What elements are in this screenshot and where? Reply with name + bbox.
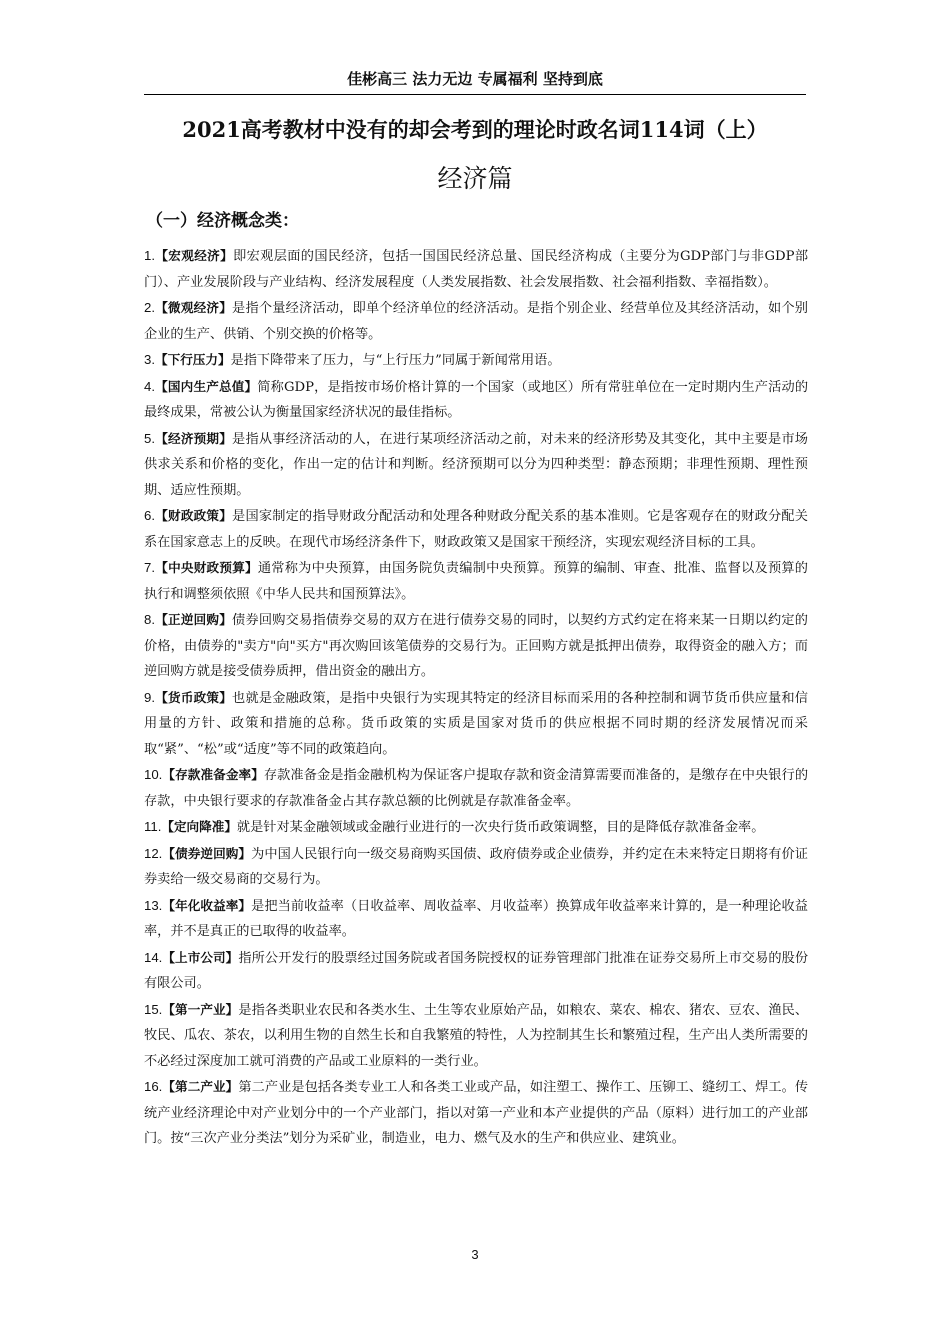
- entry-annualized-yield: [144, 893, 808, 945]
- entry-text: 通常称为中央预算，由国务院负责编制中央预算。预算的编制、审查、批准、监督以及预算的执行和调整须依照《中华人民共和国预算法》。: [144, 561, 808, 602]
- entry-number: 1.: [144, 248, 155, 263]
- entry-reverse-repo: [144, 841, 808, 893]
- entry-text: 即宏观层面的国民经济，包括一国国民经济总量、国民经济构成（主要分为GDP部门与非GDP部门）、产业发展阶段与产业结构、经济发展程度（人类发展指数、社会发展指数、社会福利指数、幸福指数）。: [144, 249, 809, 290]
- entry-repo: [144, 607, 808, 685]
- entry-text: 指所公开发行的股票经过国务院或者国务院授权的证券管理部门批准在证券交易所上市交易的股份有限公司。: [144, 950, 809, 991]
- entry-listed-company: [144, 945, 808, 997]
- section-heading: （一）经济概念类：: [146, 211, 299, 231]
- entry-number: 14.: [144, 949, 163, 965]
- entry-text: 也就是金融政策，是指中央银行为实现其特定的经济目标而采用的各种控制和调节货币供应量和信用量的方针、政策和措施的总称。货币政策的实质是国家对货币的供应根据不同时期的经济发展情况而采取“紧”、“松”或“适度”等不同的政策趋向。: [144, 690, 808, 757]
- entry-text: 存款准备金是指金融机构为保证客户提取存款和资金清算需要而准备的，是缴存在中央银行的存款，中央银行要求的存款准备金占其存款总额的比例就是存款准备金率。: [144, 768, 809, 809]
- entry-number: 6.: [144, 508, 155, 523]
- entry-monetary-policy: [144, 685, 808, 763]
- entry-term: 【宏观经济】: [155, 248, 234, 263]
- entry-term: 【正逆回购】: [155, 612, 233, 627]
- document-title: 2021高考教材中没有的却会考到的理论时政名词114词（上）: [182, 117, 768, 142]
- entry-number: 8.: [144, 612, 155, 627]
- entry-fiscal-policy: [144, 503, 808, 555]
- entry-term: 【定向降准】: [161, 819, 237, 834]
- entry-text: 简称GDP，是指按市场价格计算的一个国家（或地区）所有常驻单位在一定时期内生产活动的最终成果，常被公认为衡量国家经济状况的最佳指标。: [144, 379, 809, 420]
- entry-number: 2.: [144, 300, 155, 315]
- entry-central-budget: [144, 555, 808, 607]
- entry-text: 是指从事经济活动的人，在进行某项经济活动之前，对未来的经济形势及其变化，其中主要是市场供求关系和价格的变化，作出一定的估计和判断。经济预期可以分为四种类型：静态预期；非理性预期、理性预期、适应性预期。: [144, 431, 808, 498]
- entry-term: 【存款准备金率】: [162, 767, 264, 782]
- entry-text: 是指个量经济活动，即单个经济单位的经济活动。是指个别企业、经营单位及其经济活动，如个别企业的生产、供销、个别交换的价格等。: [144, 301, 808, 342]
- entry-downward-pressure: [144, 347, 808, 374]
- entry-term: 【经济预期】: [155, 430, 233, 446]
- entry-gdp: [144, 374, 808, 426]
- entry-text: 为中国人民银行向一级交易商购买国债、政府债券或企业债券，并约定在未来特定日期将有价证券卖给一级交易商的交易行为。: [144, 846, 808, 887]
- entry-number: 11.: [144, 819, 162, 834]
- page-header: 佳彬高三 法力无边 专属福利 坚持到底: [144, 66, 806, 95]
- entry-number: 13.: [144, 897, 163, 913]
- entry-list: [144, 243, 808, 1152]
- entry-text: 是指各类职业农民和各类水生、土生等农业原始产品，如粮农、菜农、棉农、猪农、豆农、渔民、牧民、瓜农、茶农，以利用生物的自然生长和自我繁殖的特性，人为控制其生长和繁殖过程，生产出人类所需要的不必经过深度加工就可消费的产品或工业原料的一类行业。: [144, 1002, 809, 1069]
- entry-number: 16.: [144, 1079, 163, 1094]
- entry-text: 第二产业是包括各类专业工人和各类工业或产品，如注塑工、操作工、压铆工、缝纫工、焊工。传统产业经济理论中对产业划分中的一个产业部门，指以对第一产业和本产业提供的产品（原料）进行加工的产业部门。按“三次产业分类法”划分为采矿业，制造业，电力、燃气及水的生产和供应业、建筑业。: [144, 1080, 809, 1146]
- entry-term: 【财政政策】: [155, 508, 233, 523]
- entry-number: 3.: [144, 352, 155, 367]
- entry-text: 是国家制定的指导财政分配活动和处理各种财政分配关系的基本准则。它是客观存在的财政分配关系在国家意志上的反映。在现代市场经济条件下，财政政策又是国家干预经济，实现宏观经济目标的工具。: [144, 509, 808, 550]
- entry-term: 【下行压力】: [155, 352, 231, 367]
- entry-number: 5.: [144, 430, 155, 446]
- entry-number: 12.: [144, 845, 163, 861]
- entry-reserve-ratio: [144, 762, 808, 814]
- page-number: 3: [471, 1247, 479, 1262]
- entry-term: 【上市公司】: [162, 949, 239, 965]
- entry-primary-industry: [144, 997, 808, 1075]
- entry-number: 10.: [144, 767, 163, 782]
- entry-term: 【债券逆回购】: [162, 845, 252, 861]
- document-subtitle: 经济篇: [437, 164, 513, 193]
- entry-number: 15.: [144, 1001, 163, 1017]
- entry-term: 【货币政策】: [155, 689, 233, 705]
- entry-term: 【年化收益率】: [162, 897, 252, 913]
- entry-text: 债券回购交易指债券交易的双方在进行债券交易的同时，以契约方式约定在将来某一日期以约定的价格，由债券的"卖方"向"买方"再次购回该笔债券的交易行为。正回购方就是抵押出债券，取得资金的融入方；而逆回购方就是接受债券质押，借出资金的融出方。: [144, 613, 808, 679]
- entry-number: 7.: [144, 560, 155, 575]
- entry-economic-expectation: [144, 426, 808, 504]
- entry-text: 是把当前收益率（日收益率、周收益率、月收益率）换算成年收益率来计算的，是一种理论收益率，并不是真正的已取得的收益率。: [144, 898, 808, 939]
- entry-term: 【第一产业】: [162, 1001, 239, 1017]
- entry-term: 【微观经济】: [155, 300, 233, 315]
- entry-text: 是指下降带来了压力，与“上行压力”同属于新闻常用语。: [230, 353, 561, 368]
- entry-term: 【国内生产总值】: [155, 378, 258, 394]
- entry-targeted-rrr-cut: [144, 814, 808, 841]
- entry-term: 【中央财政预算】: [155, 560, 258, 575]
- entry-text: 就是针对某金融领域或金融行业进行的一次央行货币政策调整，目的是降低存款准备金率。: [236, 820, 765, 835]
- entry-number: 4.: [144, 378, 155, 394]
- entry-number: 9.: [144, 689, 155, 705]
- entry-term: 【第二产业】: [162, 1079, 239, 1094]
- entry-macro-economy: [144, 243, 808, 295]
- entry-secondary-industry: [144, 1074, 808, 1152]
- entry-micro-economy: [144, 295, 808, 347]
